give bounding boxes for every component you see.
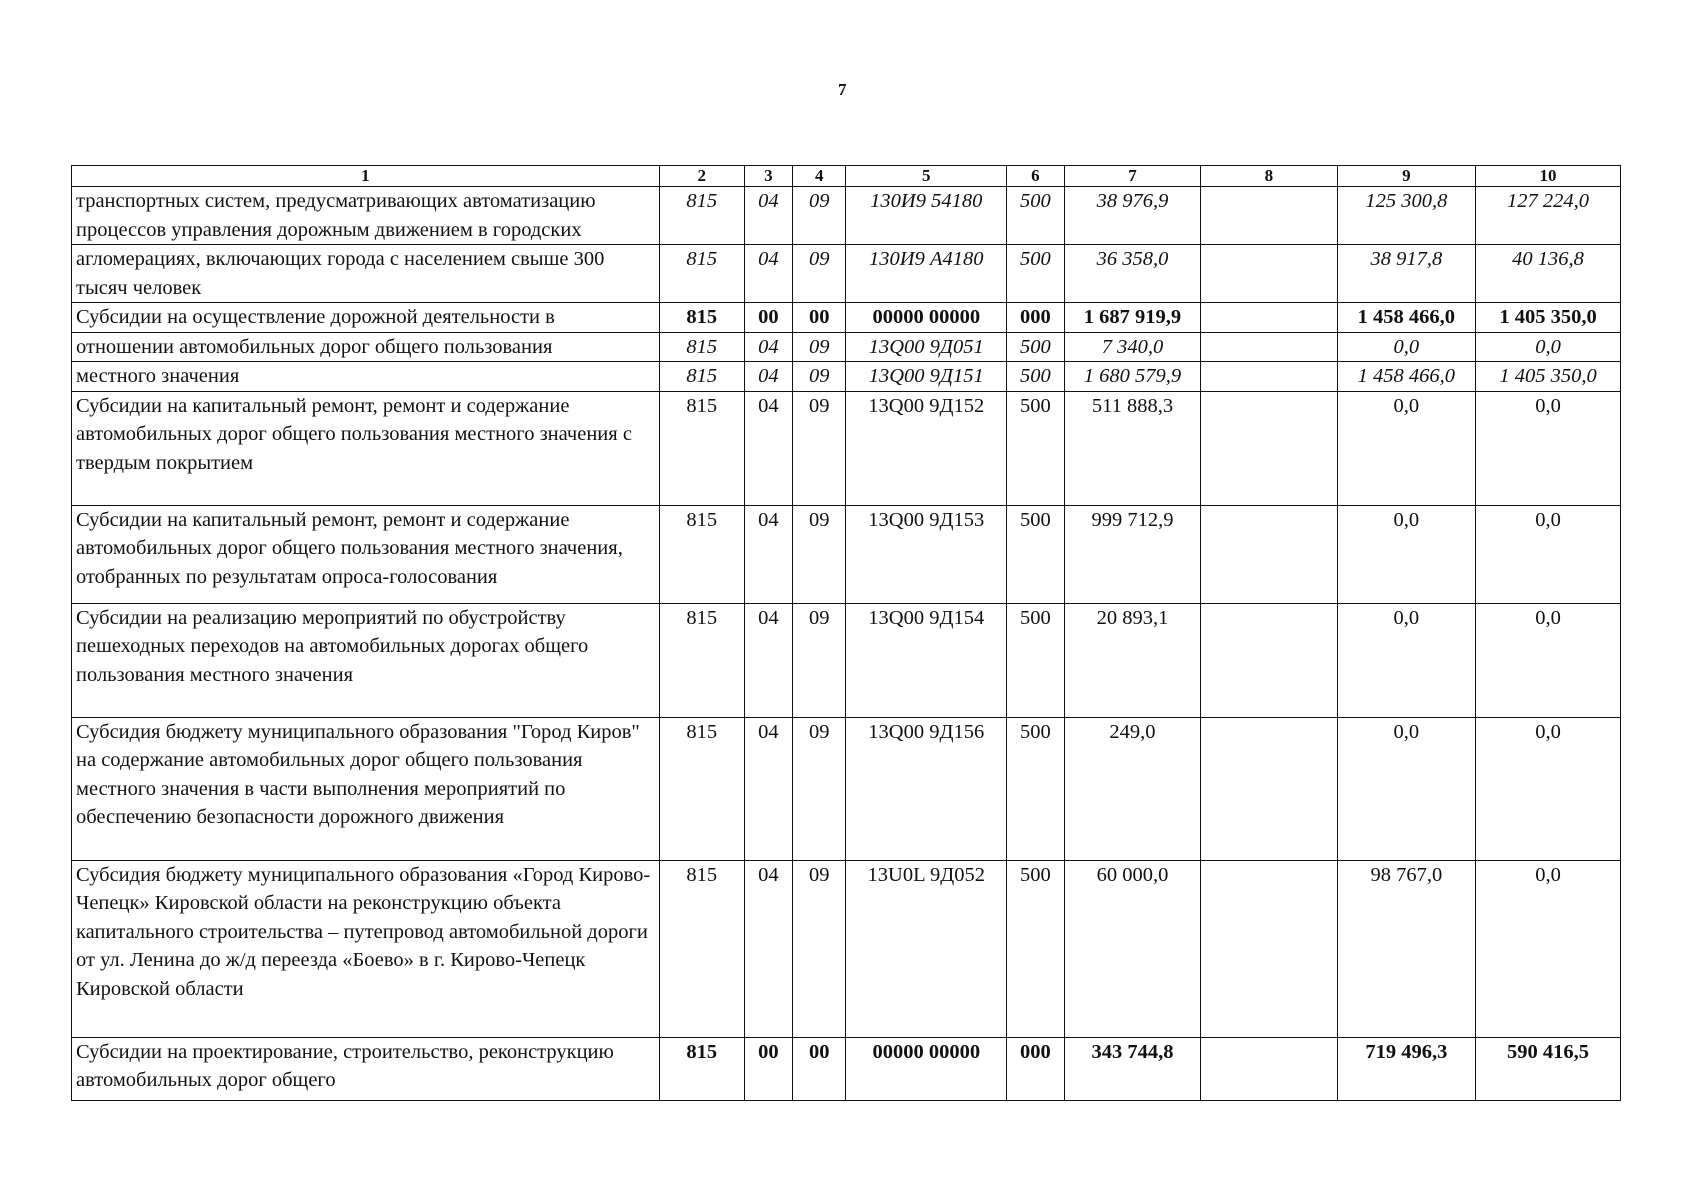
cell-ministry: 815 <box>659 717 744 860</box>
cell-ministry: 815 <box>659 303 744 333</box>
cell-amount-9: 719 496,3 <box>1337 1037 1476 1100</box>
row-name: Субсидии на капитальный ремонт, ремонт и содержание автомобильных дорог общего пользования местного значения с твердым покрытием <box>72 391 660 505</box>
cell-amount-10: 0,0 <box>1476 860 1621 1037</box>
cell-subsection: 09 <box>792 187 846 245</box>
cell-amount-9: 1 458 466,0 <box>1337 362 1476 392</box>
cell-amount-7: 36 358,0 <box>1064 245 1200 303</box>
cell-amount-10: 0,0 <box>1476 391 1621 505</box>
row-name: транспортных систем, предусматривающих автоматизацию процессов управления дорожным движением в городских <box>72 187 660 245</box>
table-row <box>72 717 1621 860</box>
cell-amount-7: 511 888,3 <box>1064 391 1200 505</box>
cell-amount-7: 249,0 <box>1064 717 1200 860</box>
header-cell: 3 <box>744 166 792 187</box>
cell-expense-type: 500 <box>1007 187 1065 245</box>
cell-amount-8 <box>1201 603 1337 717</box>
cell-amount-10: 1 405 350,0 <box>1476 303 1621 333</box>
table-row <box>72 245 1621 303</box>
cell-expense-type: 500 <box>1007 860 1065 1037</box>
cell-amount-9: 0,0 <box>1337 505 1476 603</box>
row-name: Субсидия бюджету муниципального образования «Город Кирово-Чепецк» Кировской области на реконструкцию объекта капитального строительства – путепровод автомобильной дороги от ул. Ленина до ж/д переезда «Боево» в г. Кирово-Чепецк Кировской области <box>72 860 660 1037</box>
row-name: Субсидии на проектирование, строительство, реконструкцию автомобильных дорог общего <box>72 1037 660 1100</box>
table-row <box>72 332 1621 362</box>
cell-amount-10: 127 224,0 <box>1476 187 1621 245</box>
table-row <box>72 187 1621 245</box>
header-cell: 4 <box>792 166 846 187</box>
cell-expense-type: 500 <box>1007 362 1065 392</box>
cell-section: 04 <box>744 362 792 392</box>
table-row <box>72 362 1621 392</box>
cell-ministry: 815 <box>659 505 744 603</box>
page-number: 7 <box>838 80 847 99</box>
row-name: Субсидии на осуществление дорожной деятельности в <box>72 303 660 333</box>
table-header-row <box>72 166 1621 187</box>
cell-subsection: 09 <box>792 391 846 505</box>
cell-amount-7: 1 687 919,9 <box>1064 303 1200 333</box>
cell-expense-type: 500 <box>1007 332 1065 362</box>
cell-amount-7: 20 893,1 <box>1064 603 1200 717</box>
cell-ministry: 815 <box>659 362 744 392</box>
table-row <box>72 603 1621 717</box>
header-cell: 2 <box>659 166 744 187</box>
cell-amount-9: 38 917,8 <box>1337 245 1476 303</box>
cell-section: 04 <box>744 860 792 1037</box>
cell-section: 04 <box>744 187 792 245</box>
cell-amount-7: 1 680 579,9 <box>1064 362 1200 392</box>
cell-section: 04 <box>744 717 792 860</box>
cell-subsection: 09 <box>792 505 846 603</box>
cell-amount-7: 60 000,0 <box>1064 860 1200 1037</box>
table-row <box>72 860 1621 1037</box>
cell-section: 00 <box>744 1037 792 1100</box>
cell-amount-8 <box>1201 332 1337 362</box>
header-cell: 6 <box>1007 166 1065 187</box>
cell-subsection: 09 <box>792 603 846 717</box>
cell-amount-9: 98 767,0 <box>1337 860 1476 1037</box>
cell-expense-type: 000 <box>1007 303 1065 333</box>
cell-amount-10: 0,0 <box>1476 505 1621 603</box>
cell-section: 04 <box>744 245 792 303</box>
table-row <box>72 391 1621 505</box>
cell-amount-8 <box>1201 245 1337 303</box>
cell-target-article: 130И9 54180 <box>846 187 1007 245</box>
cell-subsection: 09 <box>792 362 846 392</box>
row-name: отношении автомобильных дорог общего пользования <box>72 332 660 362</box>
cell-expense-type: 500 <box>1007 717 1065 860</box>
header-cell: 1 <box>72 166 660 187</box>
cell-subsection: 00 <box>792 1037 846 1100</box>
cell-subsection: 09 <box>792 860 846 1037</box>
cell-ministry: 815 <box>659 603 744 717</box>
cell-target-article: 00000 00000 <box>846 303 1007 333</box>
row-name: Субсидии на реализацию мероприятий по обустройству пешеходных переходов на автомобильных дорогах общего пользования местного значения <box>72 603 660 717</box>
cell-amount-9: 0,0 <box>1337 332 1476 362</box>
cell-amount-10: 1 405 350,0 <box>1476 362 1621 392</box>
cell-amount-9: 0,0 <box>1337 717 1476 860</box>
cell-expense-type: 500 <box>1007 245 1065 303</box>
cell-amount-7: 38 976,9 <box>1064 187 1200 245</box>
cell-amount-7: 343 744,8 <box>1064 1037 1200 1100</box>
cell-subsection: 09 <box>792 245 846 303</box>
cell-amount-10: 40 136,8 <box>1476 245 1621 303</box>
cell-amount-9: 0,0 <box>1337 391 1476 505</box>
cell-ministry: 815 <box>659 1037 744 1100</box>
cell-ministry: 815 <box>659 187 744 245</box>
cell-amount-10: 0,0 <box>1476 603 1621 717</box>
cell-amount-8 <box>1201 860 1337 1037</box>
cell-target-article: 13Q00 9Д156 <box>846 717 1007 860</box>
row-name: местного значения <box>72 362 660 392</box>
cell-amount-8 <box>1201 362 1337 392</box>
cell-amount-8 <box>1201 1037 1337 1100</box>
cell-amount-8 <box>1201 717 1337 860</box>
row-name: агломерациях, включающих города с населением свыше 300 тысяч человек <box>72 245 660 303</box>
header-cell: 8 <box>1201 166 1337 187</box>
cell-section: 04 <box>744 603 792 717</box>
cell-expense-type: 500 <box>1007 603 1065 717</box>
cell-expense-type: 000 <box>1007 1037 1065 1100</box>
cell-amount-8 <box>1201 187 1337 245</box>
cell-ministry: 815 <box>659 332 744 362</box>
budget-table <box>71 165 1621 1101</box>
cell-amount-7: 7 340,0 <box>1064 332 1200 362</box>
header-cell: 9 <box>1337 166 1476 187</box>
cell-ministry: 815 <box>659 391 744 505</box>
cell-target-article: 00000 00000 <box>846 1037 1007 1100</box>
cell-section: 04 <box>744 391 792 505</box>
cell-target-article: 13Q00 9Д153 <box>846 505 1007 603</box>
cell-amount-8 <box>1201 505 1337 603</box>
cell-amount-7: 999 712,9 <box>1064 505 1200 603</box>
cell-amount-8 <box>1201 303 1337 333</box>
cell-amount-10: 0,0 <box>1476 717 1621 860</box>
cell-amount-9: 0,0 <box>1337 603 1476 717</box>
cell-amount-10: 590 416,5 <box>1476 1037 1621 1100</box>
table-row <box>72 1037 1621 1100</box>
cell-expense-type: 500 <box>1007 391 1065 505</box>
cell-subsection: 09 <box>792 332 846 362</box>
header-cell: 5 <box>846 166 1007 187</box>
cell-amount-10: 0,0 <box>1476 332 1621 362</box>
cell-ministry: 815 <box>659 860 744 1037</box>
header-cell: 7 <box>1064 166 1200 187</box>
cell-target-article: 13Q00 9Д151 <box>846 362 1007 392</box>
cell-expense-type: 500 <box>1007 505 1065 603</box>
cell-target-article: 130И9 А4180 <box>846 245 1007 303</box>
cell-section: 04 <box>744 505 792 603</box>
cell-target-article: 13Q00 9Д051 <box>846 332 1007 362</box>
cell-ministry: 815 <box>659 245 744 303</box>
cell-amount-9: 125 300,8 <box>1337 187 1476 245</box>
table-row <box>72 505 1621 603</box>
cell-target-article: 13Q00 9Д154 <box>846 603 1007 717</box>
cell-subsection: 09 <box>792 717 846 860</box>
row-name: Субсидия бюджету муниципального образования "Город Киров" на содержание автомобильных дорог общего пользования местного значения в части выполнения мероприятий по обеспечению безопасности дорожного движения <box>72 717 660 860</box>
cell-target-article: 13Q00 9Д152 <box>846 391 1007 505</box>
cell-section: 04 <box>744 332 792 362</box>
header-cell: 10 <box>1476 166 1621 187</box>
cell-amount-8 <box>1201 391 1337 505</box>
table-row <box>72 303 1621 333</box>
cell-target-article: 13U0L 9Д052 <box>846 860 1007 1037</box>
cell-section: 00 <box>744 303 792 333</box>
cell-subsection: 00 <box>792 303 846 333</box>
cell-amount-9: 1 458 466,0 <box>1337 303 1476 333</box>
row-name: Субсидии на капитальный ремонт, ремонт и содержание автомобильных дорог общего пользования местного значения, отобранных по результатам опроса-голосования <box>72 505 660 603</box>
